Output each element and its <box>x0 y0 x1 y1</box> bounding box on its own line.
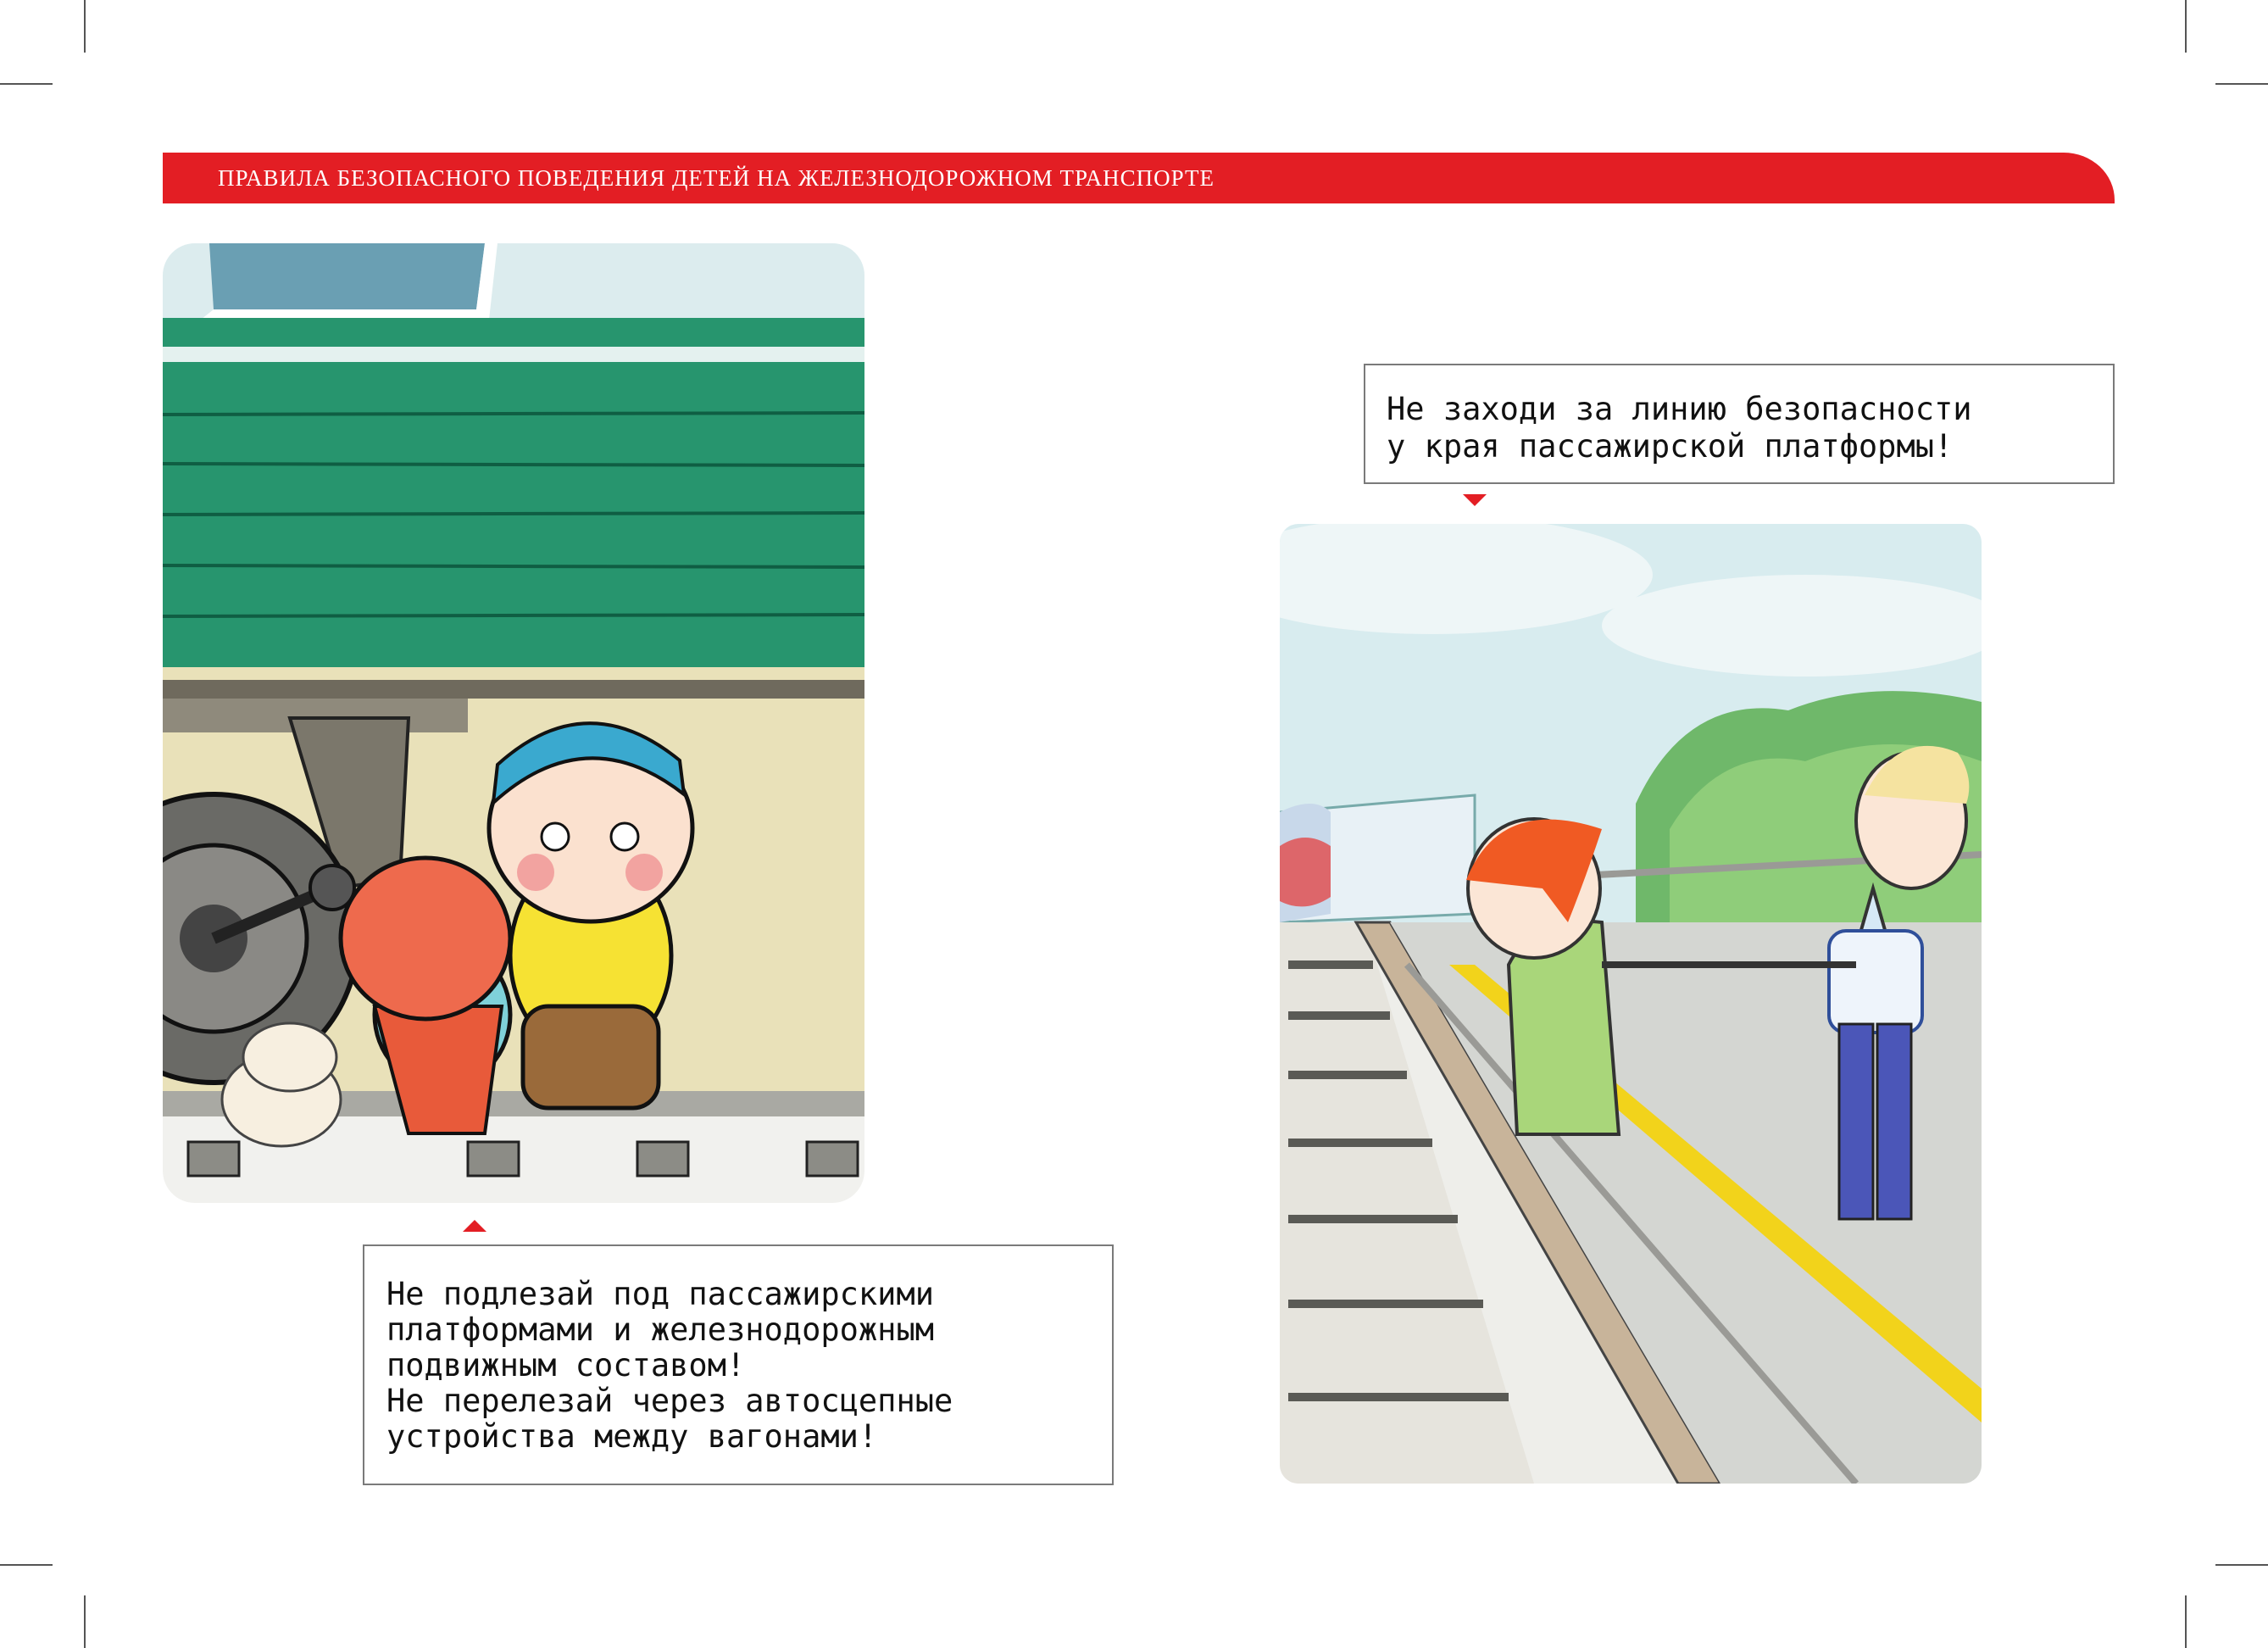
caption-line: Не подлезай под пассажирскими <box>386 1276 935 1312</box>
caption-line: Не перелезай через автосцепные <box>386 1383 953 1419</box>
caption-line: Не заходи за линию безопасности <box>1387 391 1972 427</box>
page-title: ПРАВИЛА БЕЗОПАСНОГО ПОВЕДЕНИЯ ДЕТЕЙ НА ЖЕЛЕЗНОДОРОЖНОМ ТРАНСПОРТЕ <box>218 165 1215 191</box>
caption-platform-edge <box>1364 364 2115 484</box>
platform-edge-picture <box>1280 524 1982 1484</box>
illustration-platform-edge <box>1280 524 1982 1484</box>
triangle-down-icon <box>1463 494 1487 506</box>
triangle-up-icon <box>463 1220 486 1232</box>
crop-mark <box>0 83 53 85</box>
caption-under-train <box>363 1244 1114 1485</box>
caption-line: платформами и железнодорожным <box>386 1311 935 1348</box>
crop-mark <box>0 1564 53 1566</box>
caption-line: подвижным составом! <box>386 1347 746 1384</box>
crop-mark <box>84 1595 86 1648</box>
illustration-under-train <box>163 243 864 1203</box>
header-band <box>163 153 2115 203</box>
caption-line: устройства между вагонами! <box>386 1418 878 1455</box>
crop-mark <box>84 0 86 53</box>
crop-mark <box>2185 1595 2187 1648</box>
caption-line: у края пассажирской платформы! <box>1387 428 1954 465</box>
crop-mark <box>2215 83 2268 85</box>
crop-mark <box>2185 0 2187 53</box>
crop-mark <box>2215 1564 2268 1566</box>
under-train-picture <box>163 243 864 1203</box>
